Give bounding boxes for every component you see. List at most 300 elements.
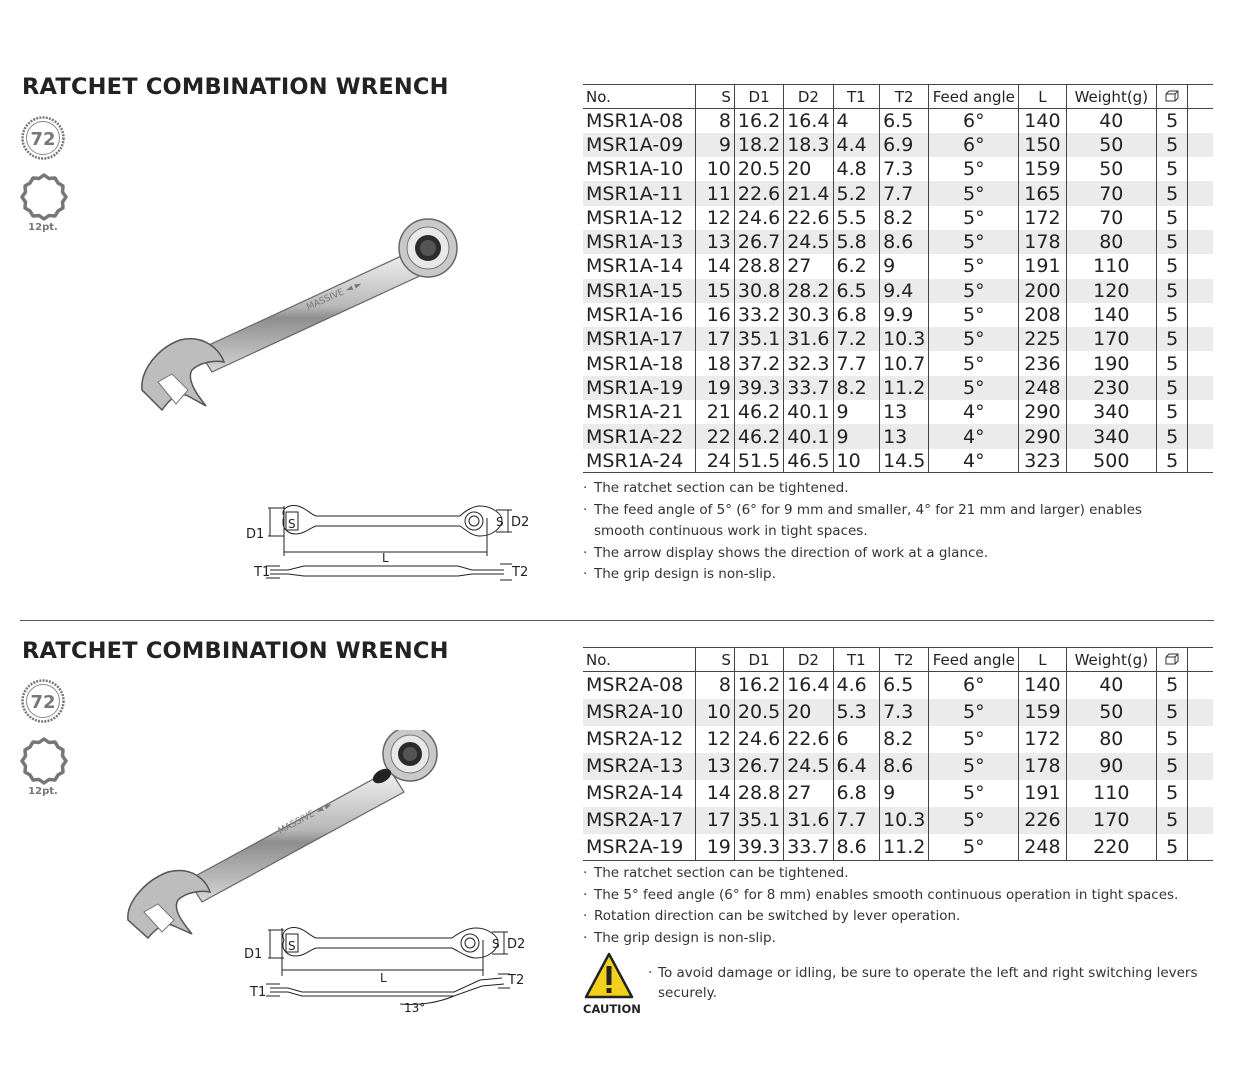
badge-points-label: 12pt. xyxy=(28,222,58,232)
dim-t2-label: T2 xyxy=(508,973,525,988)
table-cell: 22.6 xyxy=(784,726,833,753)
table-cell: 5 xyxy=(1157,279,1188,303)
table-cell: 17 xyxy=(696,807,735,834)
table-cell: 5° xyxy=(929,181,1019,205)
table-cell: 5 xyxy=(1157,449,1188,473)
badge-teeth-label: 72 xyxy=(30,129,56,150)
table-cell: 208 xyxy=(1019,303,1066,327)
table-cell: 24.5 xyxy=(784,230,833,254)
table-cell: 17 xyxy=(696,327,735,351)
table-cell: 5 xyxy=(1157,699,1188,726)
note-item: · The grip design is non-slip. xyxy=(583,928,1193,950)
col-header-d1: D1 xyxy=(734,85,783,109)
table-cell: 7.3 xyxy=(880,699,929,726)
table-row xyxy=(583,726,1213,753)
table-cell-blank xyxy=(1188,780,1213,807)
12-point-icon xyxy=(19,172,69,232)
table-cell: 290 xyxy=(1019,424,1066,448)
table-cell: 170 xyxy=(1066,327,1156,351)
table-cell: 5 xyxy=(1157,157,1188,181)
table-cell: 19 xyxy=(696,834,735,861)
table-cell: 140 xyxy=(1066,303,1156,327)
col-header-box xyxy=(1157,85,1188,109)
table-cell: 5 xyxy=(1157,303,1188,327)
table-cell: 16 xyxy=(696,303,735,327)
dimension-diagram xyxy=(240,918,540,1013)
table-cell: 80 xyxy=(1066,726,1156,753)
table-cell: 11 xyxy=(696,181,735,205)
table-cell: MSR1A-19 xyxy=(583,376,696,400)
table-cell-blank xyxy=(1188,400,1213,424)
table-cell: 5 xyxy=(1157,376,1188,400)
table-cell: 5 xyxy=(1157,726,1188,753)
table-cell: 5 xyxy=(1157,109,1188,133)
svg-text:MASSIVE ◄ ►: MASSIVE ◄ ► xyxy=(305,279,364,313)
col-header-d2: D2 xyxy=(784,85,833,109)
table-row xyxy=(583,672,1213,699)
table-cell: 13 xyxy=(880,424,929,448)
table-cell: 4.6 xyxy=(833,672,880,699)
table-cell: 26.7 xyxy=(734,230,783,254)
table-cell: 15 xyxy=(696,279,735,303)
table-cell: 13 xyxy=(696,753,735,780)
table-row xyxy=(583,376,1213,400)
table-cell: 30.3 xyxy=(784,303,833,327)
table-row xyxy=(583,157,1213,181)
table-cell: 159 xyxy=(1019,699,1066,726)
table-cell: 248 xyxy=(1019,376,1066,400)
table-row xyxy=(583,834,1213,861)
dim-t1-label: T1 xyxy=(250,985,267,1000)
table-cell: 4° xyxy=(929,400,1019,424)
table-cell: MSR1A-21 xyxy=(586,401,684,424)
table-cell: 340 xyxy=(1066,400,1156,424)
table-cell: 5° xyxy=(929,157,1019,181)
table-cell: MSR1A-17 xyxy=(583,327,696,351)
dim-s-right-label: S xyxy=(496,515,504,529)
table-cell: 4.8 xyxy=(833,157,880,181)
table-cell: MSR2A-14 xyxy=(586,782,684,804)
table-cell: 340 xyxy=(1066,424,1156,448)
table-cell: 170 xyxy=(1066,807,1156,834)
table-cell: 172 xyxy=(1019,206,1066,230)
table-cell: 70 xyxy=(1066,206,1156,230)
table-cell: 6.4 xyxy=(833,753,880,780)
dim-s-left-label: S xyxy=(288,517,296,531)
table-header-row xyxy=(583,648,1213,672)
dim-d1-label: D1 xyxy=(244,947,263,962)
table-cell: 120 xyxy=(1066,279,1156,303)
table-cell-blank xyxy=(1188,672,1213,699)
table-cell: 5° xyxy=(929,753,1019,780)
table-row xyxy=(583,400,1213,424)
table-cell: 8.6 xyxy=(880,753,929,780)
table-cell: 27 xyxy=(784,780,833,807)
table-cell: 6° xyxy=(929,672,1019,699)
table-cell: 110 xyxy=(1066,780,1156,807)
table-cell: 10 xyxy=(833,449,880,473)
table-cell: 10.3 xyxy=(880,327,929,351)
table-cell: MSR1A-08 xyxy=(586,109,684,132)
table-row xyxy=(583,206,1213,230)
product-section-msr2a xyxy=(0,620,1243,1077)
feature-notes xyxy=(583,863,1193,949)
table-cell: 10 xyxy=(696,157,735,181)
table-cell-blank xyxy=(1188,726,1213,753)
table-cell: 140 xyxy=(1019,109,1066,133)
table-cell: 5° xyxy=(929,206,1019,230)
table-cell: 22.6 xyxy=(784,206,833,230)
table-cell: 5.3 xyxy=(833,699,880,726)
col-header-t1: T1 xyxy=(833,85,880,109)
svg-text:MASSIVE ◄ ►: MASSIVE ◄ ► xyxy=(276,799,334,837)
table-cell-blank xyxy=(1188,327,1213,351)
table-cell: 11.2 xyxy=(880,376,929,400)
table-row xyxy=(583,424,1213,448)
col-header-l: L xyxy=(1019,85,1066,109)
caution-label: CAUTION xyxy=(583,1002,641,1016)
table-cell: 6.9 xyxy=(880,133,929,157)
table-cell: 5° xyxy=(929,279,1019,303)
table-body xyxy=(583,672,1213,861)
col-header-t2: T2 xyxy=(880,648,929,672)
table-cell: 9.4 xyxy=(880,279,929,303)
table-cell: 172 xyxy=(1019,726,1066,753)
table-cell: 150 xyxy=(1019,133,1066,157)
table-cell: 22.6 xyxy=(734,181,783,205)
table-cell: 40 xyxy=(1066,109,1156,133)
table-cell: 5 xyxy=(1157,424,1188,448)
table-cell-blank xyxy=(1188,807,1213,834)
table-cell: 4° xyxy=(929,449,1019,473)
table-cell: MSR2A-10 xyxy=(583,699,696,726)
note-item: · The arrow display shows the direction of work at a glance. xyxy=(583,543,1193,565)
table-cell: 30.8 xyxy=(734,279,783,303)
table-cell: MSR1A-18 xyxy=(586,352,684,375)
table-cell: MSR2A-08 xyxy=(586,674,684,697)
table-cell: 6.2 xyxy=(833,254,880,278)
table-cell: 31.6 xyxy=(784,807,833,834)
table-cell: 19 xyxy=(696,376,735,400)
table-cell: 9.9 xyxy=(880,303,929,327)
table-cell: MSR1A-11 xyxy=(583,181,696,205)
col-header-t2: T2 xyxy=(880,85,929,109)
col-header-weight: Weight(g) xyxy=(1066,648,1156,672)
table-cell-blank xyxy=(1188,254,1213,278)
table-cell: 5° xyxy=(929,230,1019,254)
table-row xyxy=(583,753,1213,780)
table-cell: 6.5 xyxy=(833,279,880,303)
table-cell: 13 xyxy=(696,230,735,254)
table-cell: 12 xyxy=(696,206,735,230)
table-cell: 26.7 xyxy=(734,753,783,780)
table-cell: 12 xyxy=(696,726,735,753)
table-cell: 46.2 xyxy=(734,424,783,448)
table-cell: 5° xyxy=(929,303,1019,327)
table-cell: MSR1A-22 xyxy=(583,424,696,448)
table-cell: MSR1A-10 xyxy=(586,158,684,181)
table-cell: 5° xyxy=(929,807,1019,834)
table-cell: 90 xyxy=(1066,753,1156,780)
wrench-photo xyxy=(128,200,468,425)
table-cell: 40.1 xyxy=(784,400,833,424)
table-cell: 37.2 xyxy=(734,351,783,375)
table-cell: 14 xyxy=(696,254,735,278)
table-cell: 33.2 xyxy=(734,303,783,327)
table-cell: 5° xyxy=(929,327,1019,351)
table-cell: 6.8 xyxy=(833,303,880,327)
dim-l-label: L xyxy=(380,971,387,985)
table-cell: 5 xyxy=(1157,780,1188,807)
table-cell: MSR2A-19 xyxy=(583,834,696,861)
table-cell: 248 xyxy=(1019,834,1066,861)
table-row xyxy=(583,181,1213,205)
dim-d2-label: D2 xyxy=(507,937,526,952)
section-title: RATCHET COMBINATION WRENCH xyxy=(22,638,449,664)
table-cell: MSR2A-17 xyxy=(583,807,696,834)
table-cell: 5 xyxy=(1157,672,1188,699)
table-cell: 5.5 xyxy=(833,206,880,230)
table-cell: 290 xyxy=(1019,400,1066,424)
table-cell: 500 xyxy=(1066,449,1156,473)
table-cell: 5 xyxy=(1157,133,1188,157)
table-cell: 323 xyxy=(1019,449,1066,473)
table-cell: 9 xyxy=(880,254,929,278)
table-cell: 178 xyxy=(1019,753,1066,780)
table-row xyxy=(583,279,1213,303)
table-cell: 24 xyxy=(696,449,735,473)
table-cell: MSR2A-12 xyxy=(586,728,684,750)
table-cell-blank xyxy=(1188,449,1213,473)
table-cell: 5° xyxy=(929,699,1019,726)
col-header-d1: D1 xyxy=(734,648,783,672)
col-header-no: No. xyxy=(583,648,696,672)
table-cell: 50 xyxy=(1066,699,1156,726)
table-cell: 20 xyxy=(784,157,833,181)
table-row xyxy=(583,327,1213,351)
col-header-weight: Weight(g) xyxy=(1066,85,1156,109)
table-cell: 39.3 xyxy=(734,834,783,861)
table-cell: 9 xyxy=(833,424,880,448)
table-cell: 10.3 xyxy=(880,807,929,834)
12-point-icon xyxy=(19,736,69,796)
table-cell: 5 xyxy=(1157,206,1188,230)
72-teeth-badge xyxy=(21,116,65,160)
table-cell: 6 xyxy=(833,726,880,753)
table-cell: 4° xyxy=(929,424,1019,448)
table-row xyxy=(583,133,1213,157)
table-cell: 8.6 xyxy=(833,834,880,861)
table-cell: 50 xyxy=(1066,157,1156,181)
table-cell: 5 xyxy=(1157,834,1188,861)
table-cell-blank xyxy=(1188,109,1213,133)
table-cell: 7.7 xyxy=(833,807,880,834)
table-cell: 140 xyxy=(1019,672,1066,699)
table-cell: 21.4 xyxy=(784,181,833,205)
table-cell: 24.6 xyxy=(734,206,783,230)
caution-text: · To avoid damage or idling, be sure to operate the left and right switching levers securely. xyxy=(648,963,1218,1003)
table-cell: 7.2 xyxy=(833,327,880,351)
dim-d1-label: D1 xyxy=(246,527,265,542)
table-cell: 6° xyxy=(929,109,1019,133)
table-cell: 18.3 xyxy=(784,133,833,157)
col-header-t1: T1 xyxy=(833,648,880,672)
table-cell: 159 xyxy=(1019,157,1066,181)
box-icon xyxy=(1165,90,1179,102)
table-cell: 5 xyxy=(1157,181,1188,205)
table-cell: 24.5 xyxy=(784,753,833,780)
table-cell: 28.8 xyxy=(734,254,783,278)
table-cell: 6.5 xyxy=(880,109,929,133)
table-cell: MSR1A-13 xyxy=(583,230,696,254)
table-cell: 27 xyxy=(784,254,833,278)
72-teeth-badge xyxy=(21,679,65,723)
col-header-feed-angle: Feed angle xyxy=(929,85,1019,109)
note-item: · The ratchet section can be tightened. xyxy=(583,478,1193,500)
table-cell: 35.1 xyxy=(734,327,783,351)
table-cell: 191 xyxy=(1019,780,1066,807)
table-cell: 16.4 xyxy=(784,672,833,699)
table-cell: 46.2 xyxy=(734,400,783,424)
box-icon xyxy=(1165,653,1179,665)
table-body xyxy=(583,109,1213,473)
section-title: RATCHET COMBINATION WRENCH xyxy=(22,74,449,100)
table-cell-blank xyxy=(1188,230,1213,254)
warning-triangle-icon xyxy=(583,951,635,1001)
table-cell: 18.2 xyxy=(734,133,783,157)
table-cell: 13 xyxy=(880,400,929,424)
table-row xyxy=(583,109,1213,133)
table-cell: 4 xyxy=(833,109,880,133)
table-cell: 33.7 xyxy=(784,376,833,400)
table-cell: MSR1A-09 xyxy=(583,133,696,157)
table-cell: 39.3 xyxy=(734,376,783,400)
table-cell: 8.2 xyxy=(833,376,880,400)
table-cell: 5.8 xyxy=(833,230,880,254)
table-cell: 5 xyxy=(1157,351,1188,375)
table-cell-blank xyxy=(1188,424,1213,448)
table-cell: 5 xyxy=(1157,327,1188,351)
table-cell: 9 xyxy=(696,133,735,157)
note-item: · The 5° feed angle (6° for 8 mm) enables smooth continuous operation in tight spaces. xyxy=(583,885,1193,907)
table-cell: 5 xyxy=(1157,230,1188,254)
table-cell: 40.1 xyxy=(784,424,833,448)
table-cell: 8.2 xyxy=(880,726,929,753)
feature-notes xyxy=(583,478,1193,586)
dim-t1-label: T1 xyxy=(254,565,271,580)
table-cell: 165 xyxy=(1019,181,1066,205)
table-row xyxy=(583,351,1213,375)
table-cell: 10 xyxy=(696,699,735,726)
table-cell: 6.8 xyxy=(833,780,880,807)
table-row xyxy=(583,699,1213,726)
table-cell: 200 xyxy=(1019,279,1066,303)
table-cell: 40 xyxy=(1066,672,1156,699)
table-cell: 35.1 xyxy=(734,807,783,834)
table-cell: 9 xyxy=(833,400,880,424)
table-cell: 7.3 xyxy=(880,157,929,181)
table-cell-blank xyxy=(1188,157,1213,181)
table-cell: 4.4 xyxy=(833,133,880,157)
table-cell: 8 xyxy=(696,109,735,133)
table-row xyxy=(583,780,1213,807)
table-row xyxy=(583,807,1213,834)
table-cell: 32.3 xyxy=(784,351,833,375)
col-header-blank xyxy=(1188,85,1213,109)
table-cell: MSR2A-13 xyxy=(583,753,696,780)
table-cell-blank xyxy=(1188,699,1213,726)
spec-table xyxy=(583,84,1213,473)
table-header-row xyxy=(583,85,1213,109)
table-cell: 20.5 xyxy=(734,157,783,181)
table-cell: 5 xyxy=(1157,400,1188,424)
table-cell: 51.5 xyxy=(734,449,783,473)
table-row xyxy=(583,230,1213,254)
table-cell-blank xyxy=(1188,133,1213,157)
table-cell-blank xyxy=(1188,753,1213,780)
table-cell: 110 xyxy=(1066,254,1156,278)
table-cell: 50 xyxy=(1066,133,1156,157)
table-cell: 8.2 xyxy=(880,206,929,230)
table-row xyxy=(583,303,1213,327)
table-cell: 190 xyxy=(1066,351,1156,375)
col-header-s: S xyxy=(696,648,735,672)
table-cell: 80 xyxy=(1066,230,1156,254)
table-cell-blank xyxy=(1188,279,1213,303)
table-cell-blank xyxy=(1188,376,1213,400)
dim-s-right-label: S xyxy=(492,937,500,951)
table-cell: 46.5 xyxy=(784,449,833,473)
dim-d2-label: D2 xyxy=(511,515,530,530)
table-cell: 236 xyxy=(1019,351,1066,375)
col-header-no: No. xyxy=(583,85,696,109)
table-cell: 5° xyxy=(929,834,1019,861)
col-header-d2: D2 xyxy=(784,648,833,672)
table-cell: 14 xyxy=(696,780,735,807)
table-cell: 5° xyxy=(929,376,1019,400)
col-header-box xyxy=(1157,648,1188,672)
dim-angle-label: 13° xyxy=(404,1001,426,1013)
table-cell: 230 xyxy=(1066,376,1156,400)
table-cell: 70 xyxy=(1066,181,1156,205)
spec-table xyxy=(583,647,1213,861)
col-header-blank xyxy=(1188,648,1213,672)
table-cell: 28.8 xyxy=(734,780,783,807)
table-cell: 11.2 xyxy=(880,834,929,861)
table-cell: MSR1A-14 xyxy=(586,255,684,278)
table-cell: 5.2 xyxy=(833,181,880,205)
dim-t2-label: T2 xyxy=(512,565,529,580)
table-cell: 191 xyxy=(1019,254,1066,278)
table-cell: 225 xyxy=(1019,327,1066,351)
table-cell: 5 xyxy=(1157,807,1188,834)
table-row xyxy=(583,449,1213,473)
table-row xyxy=(583,254,1213,278)
dim-s-left-label: S xyxy=(288,939,296,953)
table-cell-blank xyxy=(1188,351,1213,375)
table-cell: 20.5 xyxy=(734,699,783,726)
dim-l-label: L xyxy=(382,551,389,565)
dimension-diagram xyxy=(240,496,540,586)
note-item: · The feed angle of 5° (6° for 9 mm and smaller, 4° for 21 mm and larger) enables smooth continuous work in tight spaces. xyxy=(583,500,1193,543)
table-cell: 16.2 xyxy=(734,672,783,699)
table-cell: 226 xyxy=(1019,807,1066,834)
col-header-s: S xyxy=(696,85,735,109)
table-cell-blank xyxy=(1188,303,1213,327)
table-cell: 22 xyxy=(696,424,735,448)
note-item: · The grip design is non-slip. xyxy=(583,564,1193,586)
table-cell: 31.6 xyxy=(784,327,833,351)
